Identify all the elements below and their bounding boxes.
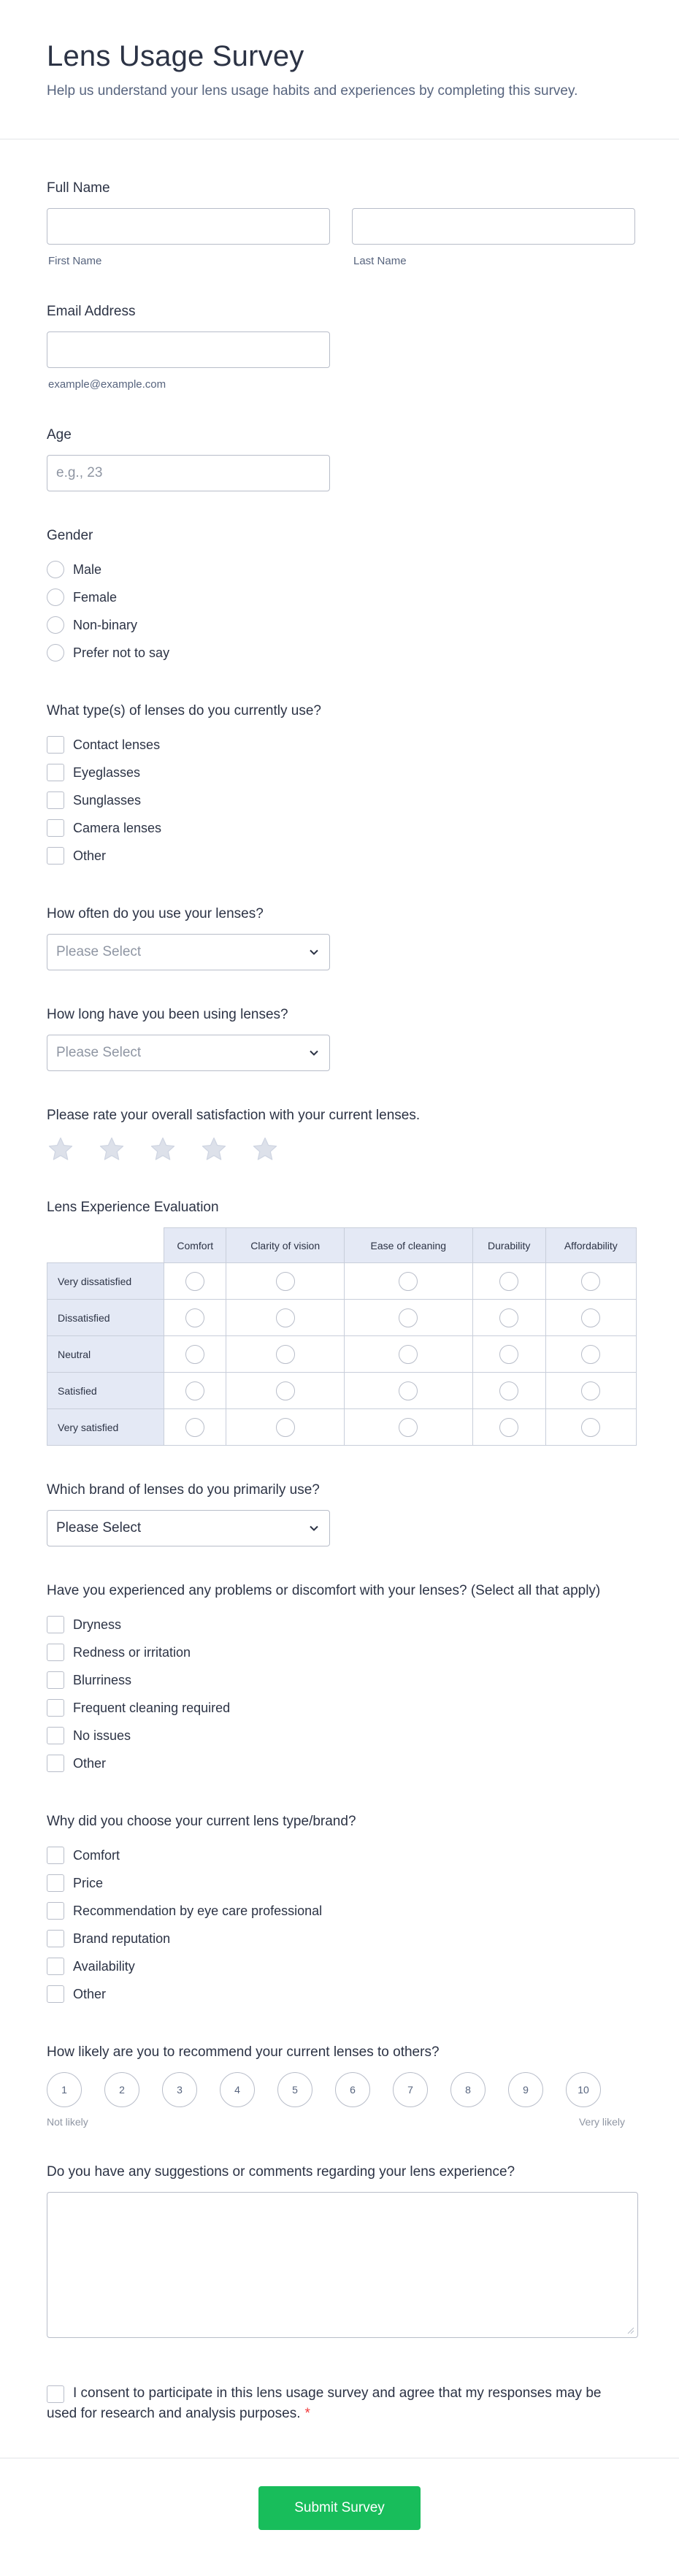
star-icon[interactable] xyxy=(200,1135,228,1163)
age-label: Age xyxy=(47,427,72,442)
option-label: Price xyxy=(73,1875,104,1890)
reason-price[interactable] xyxy=(47,1869,632,1897)
matrix-cell xyxy=(226,1336,344,1373)
checkbox[interactable] xyxy=(47,791,64,809)
matrix-column-header: Durability xyxy=(472,1228,545,1263)
option-label: Comfort xyxy=(73,1847,120,1863)
brand-field xyxy=(47,1481,632,1546)
recommend-scale xyxy=(47,2072,632,2107)
matrix-row-header: Satisfied xyxy=(47,1373,164,1409)
usage-frequency-label: How often do you use your lenses? xyxy=(47,906,264,921)
reason-availability[interactable] xyxy=(47,1952,632,1980)
matrix-row xyxy=(47,1373,637,1409)
checkbox[interactable] xyxy=(47,1847,64,1864)
submit-button[interactable]: Submit Survey xyxy=(258,2486,421,2530)
matrix-radio[interactable] xyxy=(399,1345,418,1364)
usage-duration-field xyxy=(47,1005,632,1071)
matrix-radio[interactable] xyxy=(185,1308,204,1327)
select-value: Please Select xyxy=(56,1045,142,1060)
resize-grip-icon[interactable] xyxy=(627,2327,634,2334)
page-description: Help us understand your lens usage habits and experiences by completing this survey. xyxy=(47,83,578,99)
matrix-cell xyxy=(472,1336,545,1373)
matrix-cell xyxy=(344,1373,472,1409)
matrix-row xyxy=(47,1336,637,1373)
matrix-cell xyxy=(344,1336,472,1373)
option-label: Other xyxy=(73,848,107,863)
matrix-cell xyxy=(164,1300,226,1336)
lens-types-field xyxy=(47,702,632,870)
scale-option[interactable]: 10 xyxy=(566,2072,601,2107)
survey-form xyxy=(0,179,679,2424)
scale-option[interactable]: 7 xyxy=(393,2072,428,2107)
reason-other[interactable] xyxy=(47,1980,632,2008)
radio-button[interactable] xyxy=(47,589,64,606)
matrix-cell xyxy=(545,1300,636,1336)
select-value: Please Select xyxy=(56,944,142,959)
usage-duration-label: How long have you been using lenses? xyxy=(47,1007,288,1022)
option-label: Female xyxy=(73,589,118,605)
option-label: Contact lenses xyxy=(73,737,161,752)
option-label: Sunglasses xyxy=(73,792,142,808)
age-field xyxy=(47,426,632,491)
star-icon[interactable] xyxy=(98,1135,126,1163)
matrix-column-header: Ease of cleaning xyxy=(344,1228,472,1263)
brand-select[interactable] xyxy=(47,1510,330,1546)
reasons-options xyxy=(47,1841,632,2008)
checkbox[interactable] xyxy=(47,1985,64,2003)
option-label: Recommendation by eye care professional xyxy=(73,1903,323,1918)
comments-textarea[interactable] xyxy=(47,2192,638,2338)
page-title: Lens Usage Survey xyxy=(47,40,304,72)
star-icon[interactable] xyxy=(47,1135,74,1163)
matrix-radio[interactable] xyxy=(581,1381,600,1400)
email-label: Email Address xyxy=(47,304,136,319)
reason-recommendation[interactable] xyxy=(47,1897,632,1925)
scale-option[interactable]: 2 xyxy=(104,2072,139,2107)
problems-options xyxy=(47,1611,632,1777)
recommend-field xyxy=(47,2043,632,2128)
matrix-row xyxy=(47,1263,637,1300)
consent-checkbox[interactable] xyxy=(47,2385,64,2403)
matrix-radio[interactable] xyxy=(499,1272,518,1291)
option-label: Prefer not to say xyxy=(73,645,170,660)
scale-option[interactable]: 4 xyxy=(220,2072,255,2107)
chevron-down-icon xyxy=(309,1048,319,1058)
lens-experience-field xyxy=(47,1198,632,1446)
matrix-cell xyxy=(545,1336,636,1373)
option-label: Blurriness xyxy=(73,1672,132,1687)
matrix-cell xyxy=(164,1263,226,1300)
matrix-row xyxy=(47,1300,637,1336)
checkbox[interactable] xyxy=(47,1699,64,1717)
checkbox[interactable] xyxy=(47,1616,64,1633)
chevron-down-icon xyxy=(309,947,319,957)
matrix-row-header: Very satisfied xyxy=(47,1409,164,1446)
email-input[interactable] xyxy=(47,331,330,368)
option-label: Other xyxy=(73,1986,107,2001)
gender-option-non-binary[interactable] xyxy=(47,611,632,639)
checkbox[interactable] xyxy=(47,1930,64,1947)
radio-button[interactable] xyxy=(47,644,64,662)
checkbox[interactable] xyxy=(47,1874,64,1892)
matrix-cell xyxy=(344,1409,472,1446)
matrix-cell xyxy=(226,1409,344,1446)
satisfaction-label: Please rate your overall satisfaction with your current lenses. xyxy=(47,1108,421,1123)
email-field xyxy=(47,302,632,391)
matrix-radio[interactable] xyxy=(399,1272,418,1291)
matrix-cell xyxy=(344,1263,472,1300)
checkbox[interactable] xyxy=(47,764,64,781)
checkbox[interactable] xyxy=(47,1958,64,1975)
matrix-row-header: Dissatisfied xyxy=(47,1300,164,1336)
matrix-radio[interactable] xyxy=(276,1381,295,1400)
problem-dryness[interactable] xyxy=(47,1611,632,1638)
lens-type-sunglasses[interactable] xyxy=(47,786,632,814)
star-icon[interactable] xyxy=(251,1135,279,1163)
gender-field xyxy=(47,526,632,667)
matrix-corner xyxy=(47,1228,164,1263)
matrix-column-header: Clarity of vision xyxy=(226,1228,344,1263)
comments-field xyxy=(47,2163,632,2338)
scale-labels xyxy=(47,2116,625,2128)
matrix-cell xyxy=(226,1373,344,1409)
problems-label: Have you experienced any problems or discomfort with your lenses? (Select all that apply) xyxy=(47,1583,601,1598)
option-label: Other xyxy=(73,1755,107,1771)
matrix-radio[interactable] xyxy=(499,1345,518,1364)
matrix-radio[interactable] xyxy=(499,1418,518,1437)
matrix-cell xyxy=(472,1373,545,1409)
radio-button[interactable] xyxy=(47,561,64,578)
matrix-radio[interactable] xyxy=(399,1381,418,1400)
scale-option[interactable]: 3 xyxy=(162,2072,197,2107)
matrix-cell xyxy=(164,1409,226,1446)
lens-types-label: What type(s) of lenses do you currently use? xyxy=(47,703,321,718)
gender-option-prefer-not[interactable] xyxy=(47,639,632,667)
required-mark: * xyxy=(304,2406,310,2421)
gender-label: Gender xyxy=(47,528,93,543)
gender-options xyxy=(47,556,632,667)
matrix-radio[interactable] xyxy=(185,1418,204,1437)
age-input[interactable] xyxy=(47,455,330,491)
matrix-cell xyxy=(472,1300,545,1336)
scale-high-label: Very likely xyxy=(578,2116,625,2128)
option-label: Eyeglasses xyxy=(73,764,141,780)
reasons-field xyxy=(47,1812,632,2008)
matrix-radio[interactable] xyxy=(276,1345,295,1364)
recommend-label: How likely are you to recommend your current lenses to others? xyxy=(47,2044,440,2060)
chevron-down-icon xyxy=(309,1523,319,1533)
lens-type-eyeglasses[interactable] xyxy=(47,759,632,786)
scale-low-label: Not likely xyxy=(47,2116,88,2128)
lens-type-camera[interactable] xyxy=(47,814,632,842)
matrix-radio[interactable] xyxy=(276,1308,295,1327)
matrix-radio[interactable] xyxy=(399,1418,418,1437)
problems-field xyxy=(47,1582,632,1777)
scale-option[interactable]: 9 xyxy=(508,2072,543,2107)
option-label: Availability xyxy=(73,1958,135,1974)
full-name-label: Full Name xyxy=(47,180,110,196)
lens-experience-label: Lens Experience Evaluation xyxy=(47,1200,219,1215)
problem-other[interactable] xyxy=(47,1749,632,1777)
reasons-label: Why did you choose your current lens type/brand? xyxy=(47,1814,356,1829)
last-name-input[interactable] xyxy=(352,208,635,245)
full-name-field xyxy=(47,179,632,267)
matrix-cell xyxy=(545,1409,636,1446)
matrix-cell xyxy=(472,1263,545,1300)
option-label: Camera lenses xyxy=(73,820,162,835)
matrix-radio[interactable] xyxy=(581,1272,600,1291)
matrix-cell xyxy=(226,1300,344,1336)
matrix-radio[interactable] xyxy=(581,1308,600,1327)
star-icon[interactable] xyxy=(149,1135,177,1163)
matrix-radio[interactable] xyxy=(499,1381,518,1400)
matrix-row xyxy=(47,1409,637,1446)
checkbox[interactable] xyxy=(47,1902,64,1920)
matrix-radio[interactable] xyxy=(399,1308,418,1327)
usage-frequency-select[interactable] xyxy=(47,934,330,970)
scale-option[interactable]: 8 xyxy=(450,2072,486,2107)
option-label: Frequent cleaning required xyxy=(73,1700,231,1715)
gender-option-female[interactable] xyxy=(47,583,632,611)
consent-text: I consent to participate in this lens usage survey and agree that my responses may be used for research and analysis purposes. xyxy=(47,2385,602,2421)
reason-brand-reputation[interactable] xyxy=(47,1925,632,1952)
problem-blurriness[interactable] xyxy=(47,1666,632,1694)
matrix-radio[interactable] xyxy=(499,1308,518,1327)
first-name-input[interactable] xyxy=(47,208,330,245)
checkbox[interactable] xyxy=(47,1644,64,1661)
gender-option-male[interactable] xyxy=(47,556,632,583)
form-footer xyxy=(0,2458,679,2572)
matrix-cell xyxy=(344,1300,472,1336)
brand-label: Which brand of lenses do you primarily use? xyxy=(47,1482,320,1498)
matrix-row-header: Neutral xyxy=(47,1336,164,1373)
email-sublabel: example@example.com xyxy=(48,378,166,391)
radio-button[interactable] xyxy=(47,616,64,634)
satisfaction-field xyxy=(47,1106,632,1163)
matrix-column-header: Comfort xyxy=(164,1228,226,1263)
first-name-sublabel: First Name xyxy=(48,255,102,267)
checkbox[interactable] xyxy=(47,736,64,754)
matrix-radio[interactable] xyxy=(581,1345,600,1364)
matrix-radio[interactable] xyxy=(185,1272,204,1291)
scale-option[interactable]: 5 xyxy=(277,2072,312,2107)
matrix-cell xyxy=(545,1263,636,1300)
matrix-cell xyxy=(545,1373,636,1409)
matrix-cell xyxy=(164,1336,226,1373)
usage-duration-select[interactable] xyxy=(47,1035,330,1071)
checkbox[interactable] xyxy=(47,1727,64,1744)
scale-option[interactable]: 6 xyxy=(335,2072,370,2107)
last-name-sublabel: Last Name xyxy=(353,255,407,267)
matrix-radio[interactable] xyxy=(276,1272,295,1291)
matrix-cell xyxy=(164,1373,226,1409)
evaluation-matrix xyxy=(47,1227,637,1446)
matrix-radio[interactable] xyxy=(581,1418,600,1437)
form-header xyxy=(0,0,679,139)
select-value: Please Select xyxy=(56,1520,142,1536)
lens-type-contact[interactable] xyxy=(47,731,632,759)
reason-comfort[interactable] xyxy=(47,1841,632,1869)
matrix-cell xyxy=(472,1409,545,1446)
matrix-row-header: Very dissatisfied xyxy=(47,1263,164,1300)
lens-type-other[interactable] xyxy=(47,842,632,870)
matrix-radio[interactable] xyxy=(185,1345,204,1364)
checkbox[interactable] xyxy=(47,819,64,837)
comments-label: Do you have any suggestions or comments regarding your lens experience? xyxy=(47,2164,515,2180)
problem-redness[interactable] xyxy=(47,1638,632,1666)
option-label: No issues xyxy=(73,1728,131,1743)
checkbox[interactable] xyxy=(47,847,64,865)
option-label: Dryness xyxy=(73,1617,122,1632)
matrix-radio[interactable] xyxy=(185,1381,204,1400)
matrix-radio[interactable] xyxy=(276,1418,295,1437)
matrix-column-header: Affordability xyxy=(545,1228,636,1263)
star-rating xyxy=(47,1135,632,1163)
option-label: Non-binary xyxy=(73,617,138,632)
checkbox[interactable] xyxy=(47,1671,64,1689)
option-label: Redness or irritation xyxy=(73,1644,191,1660)
option-label: Brand reputation xyxy=(73,1931,171,1946)
problem-no-issues[interactable] xyxy=(47,1722,632,1749)
consent-label xyxy=(47,2383,631,2424)
consent-field xyxy=(47,2383,631,2424)
option-label: Male xyxy=(73,561,102,577)
lens-types-options xyxy=(47,731,632,870)
matrix-cell xyxy=(226,1263,344,1300)
checkbox[interactable] xyxy=(47,1755,64,1772)
problem-frequent-cleaning[interactable] xyxy=(47,1694,632,1722)
usage-frequency-field xyxy=(47,905,632,970)
scale-option[interactable]: 1 xyxy=(47,2072,82,2107)
